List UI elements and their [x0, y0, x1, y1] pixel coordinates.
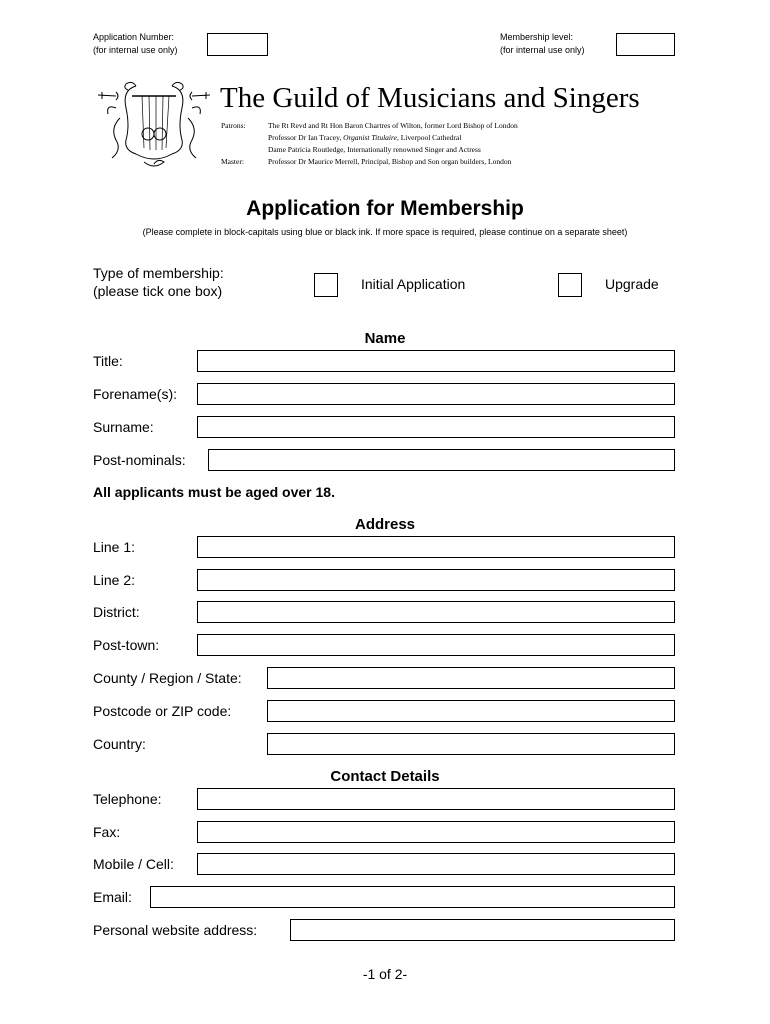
- patron-2: [268, 132, 461, 143]
- page-number: -1 of 2-: [362, 966, 408, 982]
- patron-2-role: Organist Titulaire,: [343, 133, 399, 142]
- forenames-label: Forename(s):: [93, 386, 178, 402]
- line2-input[interactable]: [197, 569, 675, 591]
- patrons-label: Patrons:: [221, 121, 246, 130]
- lyre-logo-icon: [96, 78, 212, 170]
- country-input[interactable]: [267, 733, 675, 755]
- membership-level-note: (for internal use only): [500, 45, 585, 55]
- email-input[interactable]: [150, 886, 675, 908]
- address-heading: Address: [354, 516, 416, 533]
- age-notice: All applicants must be aged over 18.: [93, 484, 335, 500]
- postcode-input[interactable]: [267, 700, 675, 722]
- contact-heading: Contact Details: [330, 768, 440, 785]
- forenames-input[interactable]: [197, 383, 675, 405]
- email-label: Email:: [93, 889, 132, 905]
- line2-label: Line 2:: [93, 572, 136, 588]
- mobile-label: Mobile / Cell:: [93, 856, 174, 872]
- surname-label: Surname:: [93, 419, 154, 435]
- website-input[interactable]: [290, 919, 675, 941]
- country-label: Country:: [93, 736, 146, 752]
- initial-application-checkbox[interactable]: [314, 273, 338, 297]
- fax-input[interactable]: [197, 821, 675, 843]
- website-label: Personal website address:: [93, 922, 258, 938]
- membership-type-line1: Type of membership:: [93, 265, 224, 281]
- membership-type-line2: (please tick one box): [93, 283, 223, 299]
- patron-2-place: Liverpool Cathedral: [400, 133, 462, 142]
- district-input[interactable]: [197, 601, 675, 623]
- mobile-input[interactable]: [197, 853, 675, 875]
- postnominals-input[interactable]: [208, 449, 675, 471]
- posttown-input[interactable]: [197, 634, 675, 656]
- district-label: District:: [93, 604, 140, 620]
- master-label: Master:: [221, 157, 244, 166]
- membership-level-field[interactable]: [616, 33, 675, 56]
- county-label: County / Region / State:: [93, 670, 242, 686]
- telephone-input[interactable]: [197, 788, 675, 810]
- upgrade-label: Upgrade: [605, 276, 659, 292]
- line1-label: Line 1:: [93, 539, 136, 555]
- form-instructions: (Please complete in block-capitals using blue or black ink. If more space is required, please continue on a separate sheet): [142, 227, 628, 237]
- application-number-text: Application Number:: [93, 32, 175, 42]
- patron-3: Dame Patricia Routledge, Internationally renowned Singer and Actress: [268, 145, 481, 154]
- title-label: Title:: [93, 353, 123, 369]
- line1-input[interactable]: [197, 536, 675, 558]
- postnominals-label: Post-nominals:: [93, 452, 186, 468]
- membership-type-label: [93, 265, 224, 299]
- posttown-label: Post-town:: [93, 637, 160, 653]
- form-title: Application for Membership: [246, 197, 524, 220]
- master-name: Professor Dr Maurice Merrell, Principal, Bishop and Son organ builders, London: [268, 157, 512, 166]
- telephone-label: Telephone:: [93, 791, 162, 807]
- membership-level-label: [500, 31, 585, 57]
- application-number-note: (for internal use only): [93, 45, 178, 55]
- membership-level-text: Membership level:: [500, 32, 574, 42]
- org-title: The Guild of Musicians and Singers: [220, 82, 640, 114]
- county-input[interactable]: [267, 667, 675, 689]
- fax-label: Fax:: [93, 824, 121, 840]
- title-input[interactable]: [197, 350, 675, 372]
- postcode-label: Postcode or ZIP code:: [93, 703, 232, 719]
- patron-2-name: Professor Dr Ian Tracey,: [268, 133, 342, 142]
- application-number-label: [93, 31, 178, 57]
- surname-input[interactable]: [197, 416, 675, 438]
- name-heading: Name: [364, 330, 406, 347]
- initial-application-label: Initial Application: [361, 276, 466, 292]
- application-number-field[interactable]: [207, 33, 268, 56]
- upgrade-checkbox[interactable]: [558, 273, 582, 297]
- patron-1: The Rt Revd and Rt Hon Baron Chartres of Wilton, former Lord Bishop of London: [268, 121, 518, 130]
